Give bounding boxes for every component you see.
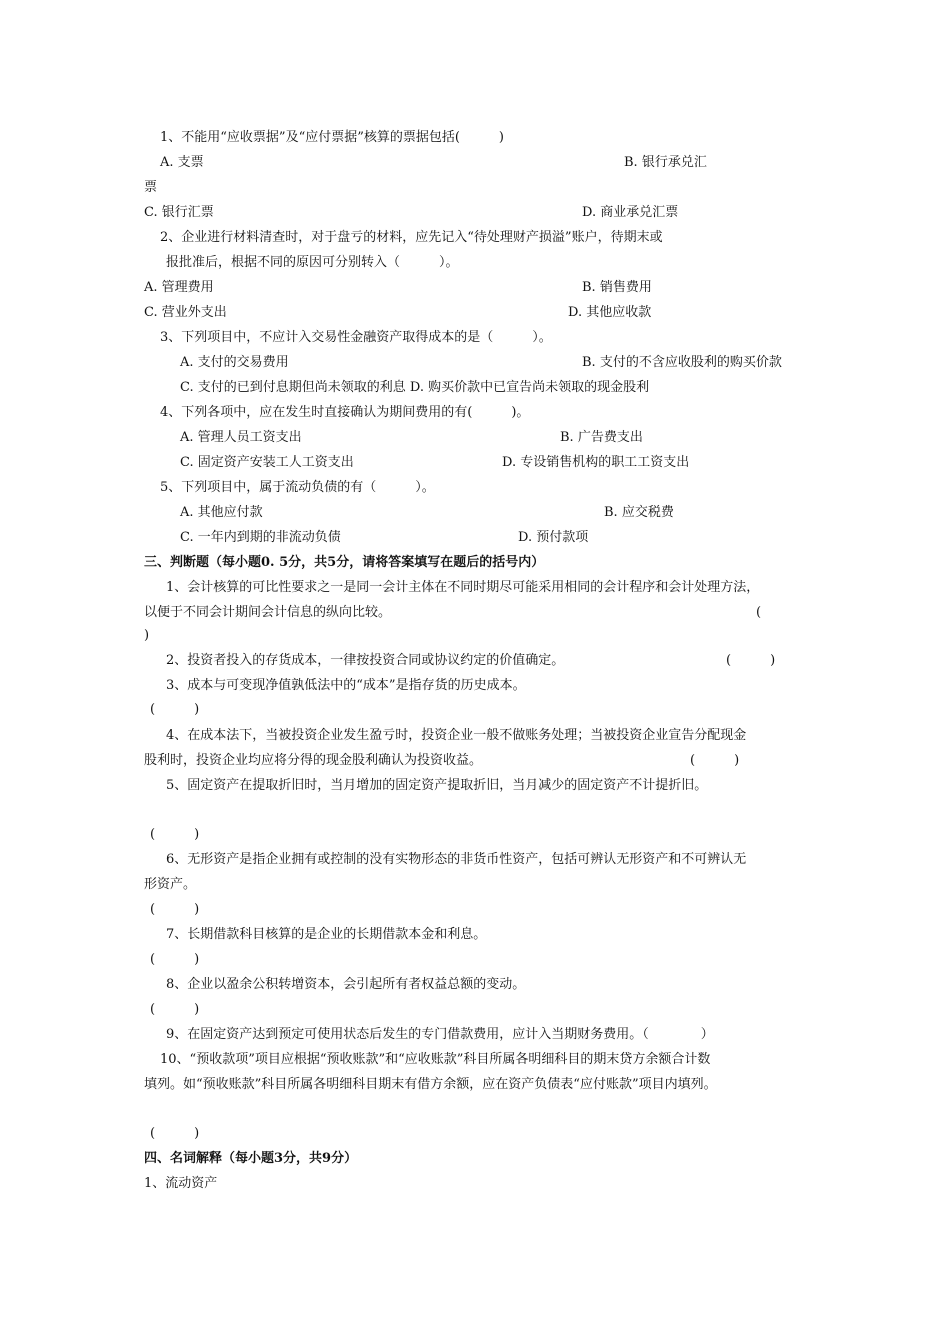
terms-q1: 1、流动资产 xyxy=(144,1176,218,1191)
mc-q1-option-a: A. 支票 xyxy=(160,155,204,170)
mc-q4-option-b: B. 广告费支出 xyxy=(560,430,643,445)
mc-q1-option-d: D. 商业承兑汇票 xyxy=(582,205,679,220)
tf-q3-answer: ( ) xyxy=(150,702,200,717)
mc-q5-option-d: D. 预付款项 xyxy=(518,530,589,545)
tf-q10-answer: ( ) xyxy=(150,1126,200,1141)
mc-q3-option-cd: C. 支付的已到付息期但尚未领取的利息 D. 购买价款中已宣告尚未领取的现金股利 xyxy=(180,380,650,395)
mc-q1-option-b-wrap: 票 xyxy=(144,180,158,195)
tf-q1-line1: 1、会计核算的可比性要求之一是同一会计主体在不同时期尽可能采用相同的会计程序和会计处理方法， xyxy=(166,580,760,595)
tf-q5-answer: ( ) xyxy=(150,827,200,842)
mc-q3-option-a: A. 支付的交易费用 xyxy=(180,355,289,370)
mc-q4-option-c: C. 固定资产安装工人工资支出 xyxy=(180,455,354,470)
mc-q2-stem-line2: 报批准后，根据不同的原因可分别转入（ ）。 xyxy=(166,255,459,270)
mc-q4-option-a: A. 管理人员工资支出 xyxy=(180,430,302,445)
tf-q9: 9、在固定资产达到预定可使用状态后发生的专门借款费用，应计入当期财务费用。（ ） xyxy=(166,1027,714,1042)
mc-q4-stem: 4、下列各项中，应在发生时直接确认为期间费用的有( )。 xyxy=(160,405,530,420)
tf-section-heading: 三、判断题（每小题0. 5分，共5分，请将答案填写在题后的括号内） xyxy=(144,555,545,570)
tf-q7: 7、长期借款科目核算的是企业的长期借款本金和利息。 xyxy=(166,927,487,942)
mc-q2-option-b: B. 销售费用 xyxy=(582,280,652,295)
tf-q1-paren-close: ) xyxy=(144,628,150,643)
tf-q6-line1: 6、无形资产是指企业拥有或控制的没有实物形态的非货币性资产，包括可辨认无形资产和不可辨认无 xyxy=(166,852,747,867)
mc-q2-option-c: C. 营业外支出 xyxy=(144,305,227,320)
mc-q1-stem: 1、不能用“应收票据”及“应付票据”核算的票据包括( ) xyxy=(160,130,504,145)
mc-q1-option-c: C. 银行汇票 xyxy=(144,205,214,220)
tf-q4-answer: ( ) xyxy=(690,753,740,768)
mc-q5-option-a: A. 其他应付款 xyxy=(180,505,263,520)
tf-q6-line2: 形资产。 xyxy=(144,877,197,892)
mc-q5-stem: 5、下列项目中，属于流动负债的有（ ）。 xyxy=(160,480,435,495)
tf-q2-answer: ( ) xyxy=(726,653,776,668)
tf-q7-answer: ( ) xyxy=(150,952,200,967)
mc-q3-option-b: B. 支付的不含应收股利的购买价款 xyxy=(582,355,782,370)
mc-q4-option-d: D. 专设销售机构的职工工资支出 xyxy=(502,455,690,470)
tf-q5: 5、固定资产在提取折旧时，当月增加的固定资产提取折旧，当月减少的固定资产不计提折旧。 xyxy=(166,778,708,793)
mc-q2-stem-line1: 2、企业进行材料清查时，对于盘亏的材料，应先记入“待处理财产损溢”账户，待期末或 xyxy=(160,230,663,245)
mc-q5-option-c: C. 一年内到期的非流动负债 xyxy=(180,530,341,545)
tf-q8-answer: ( ) xyxy=(150,1002,200,1017)
tf-q1-line2: 以便于不同会计期间会计信息的纵向比较。 xyxy=(144,605,392,620)
mc-q2-option-a: A. 管理费用 xyxy=(144,280,214,295)
mc-q3-stem: 3、下列项目中，不应计入交易性金融资产取得成本的是（ ）。 xyxy=(160,330,552,345)
mc-q1-option-b: B. 银行承兑汇 xyxy=(624,155,707,170)
tf-q4-line1: 4、在成本法下，当被投资企业发生盈亏时，投资企业一般不做账务处理；当被投资企业宣告分配现金 xyxy=(166,728,747,743)
tf-q10-line1: 10、“预收款项”项目应根据“预收账款”和“应收账款”科目所属各明细科目的期末贷方余额合计数 xyxy=(160,1052,711,1067)
tf-q2: 2、投资者投入的存货成本，一律按投资合同或协议约定的价值确定。 xyxy=(166,653,565,668)
mc-q5-option-b: B. 应交税费 xyxy=(604,505,674,520)
tf-q4-line2: 股利时，投资企业均应将分得的现金股利确认为投资收益。 xyxy=(144,753,483,768)
tf-q3: 3、成本与可变现净值孰低法中的“成本”是指存货的历史成本。 xyxy=(166,678,526,693)
tf-q10-line2: 填列。如“预收账款”科目所属各明细科目期末有借方余额，应在资产负债表“应付账款”项目内填列。 xyxy=(144,1077,717,1092)
tf-q6-answer: ( ) xyxy=(150,902,200,917)
mc-q2-option-d: D. 其他应收款 xyxy=(568,305,652,320)
tf-q1-paren-open: ( xyxy=(756,605,762,620)
terms-section-heading: 四、名词解释（每小题3分，共9分） xyxy=(144,1151,358,1166)
tf-q8: 8、企业以盈余公积转增资本，会引起所有者权益总额的变动。 xyxy=(166,977,526,992)
